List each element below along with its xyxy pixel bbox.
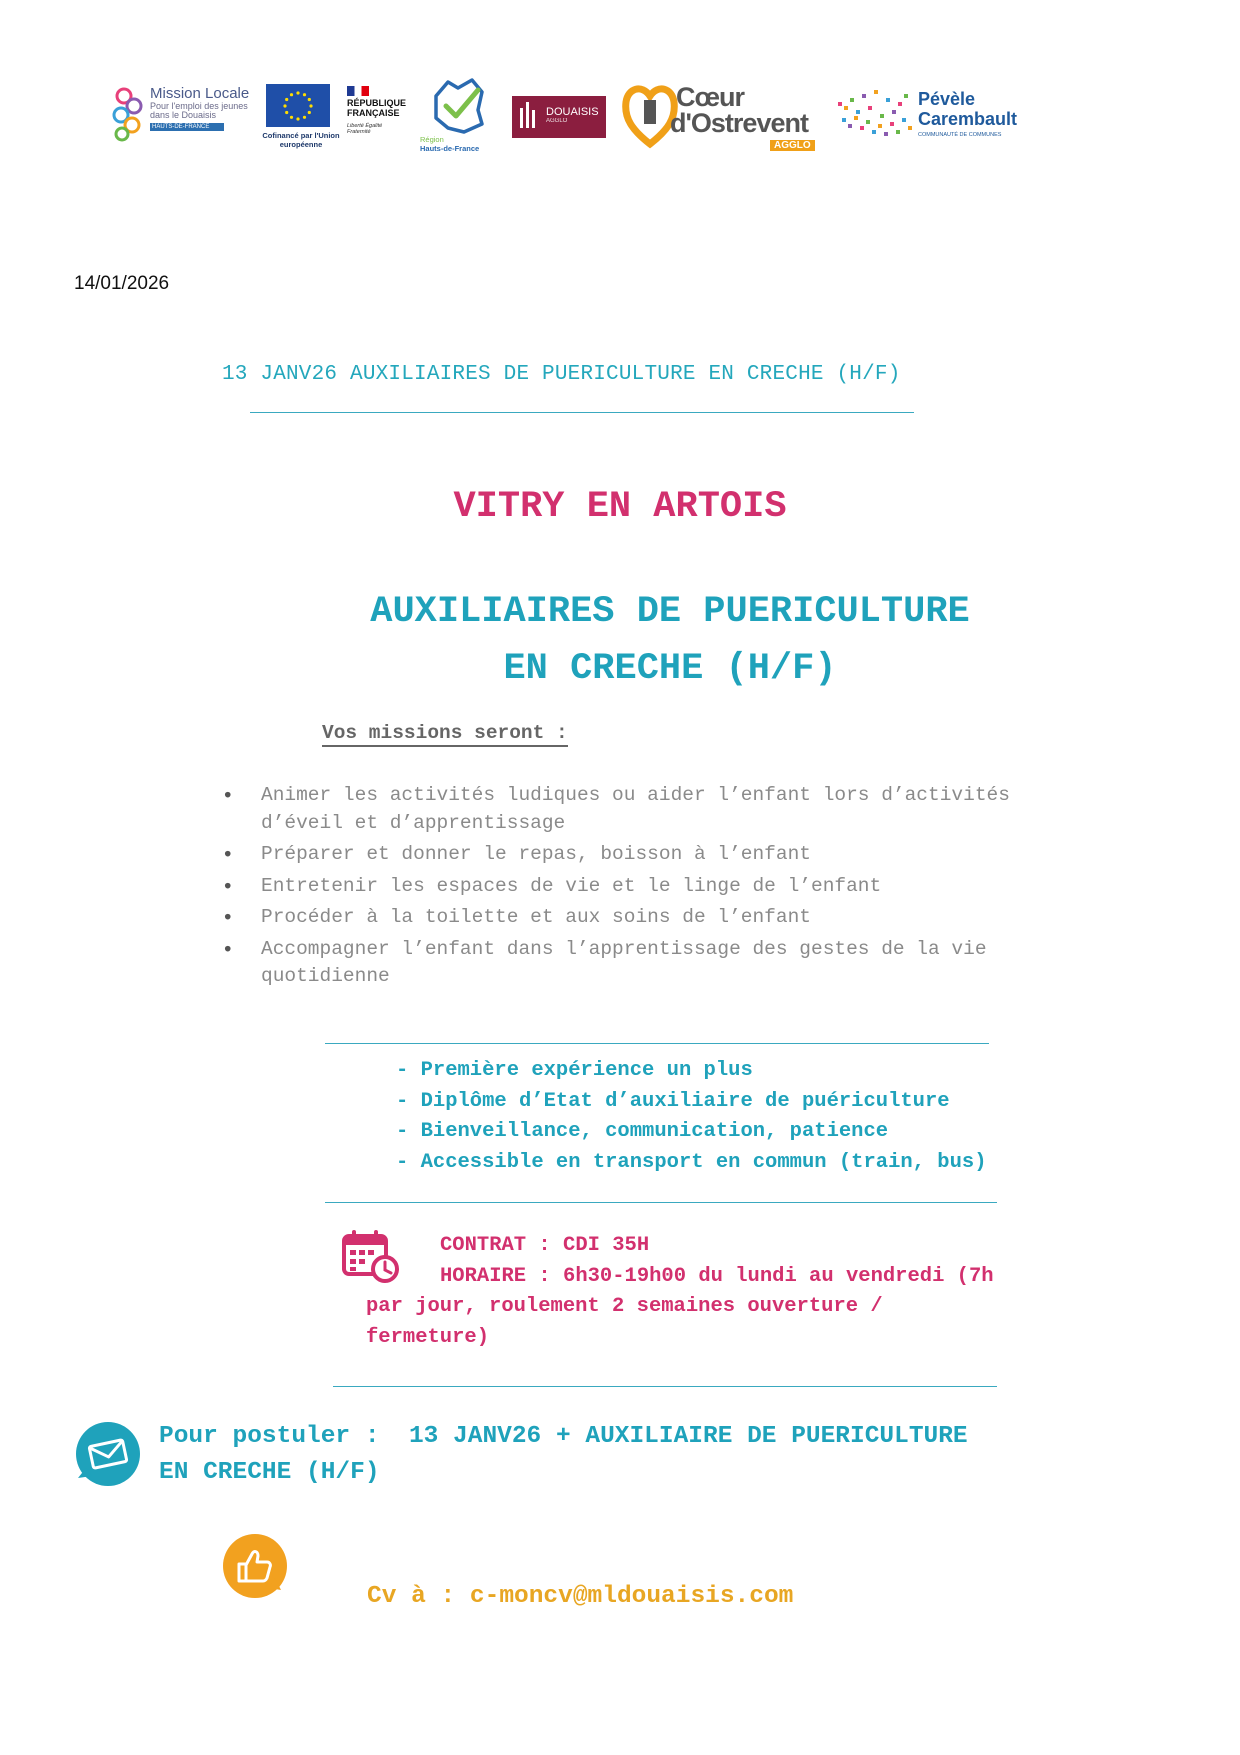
republique-francaise-logo: [345, 86, 415, 146]
coeur-line1: Cœur: [676, 82, 744, 112]
region-hauts-de-france-logo: [418, 76, 498, 156]
mission-locale-name: Mission Locale: [150, 85, 250, 102]
douaisis-agglo-logo: [512, 96, 606, 138]
douaisis-sub: AGGLO: [546, 118, 568, 125]
coeur-line2: d'Ostrevent: [670, 108, 808, 138]
eu-logo: [262, 84, 340, 154]
divider: [325, 1202, 997, 1203]
pevele-carembault-logo: [834, 86, 1018, 150]
offer-reference-title: 13 JANV26 AUXILIAIRES DE PUERICULTURE EN CRECHE (H/F): [222, 363, 901, 386]
divider: [250, 412, 914, 413]
list-item: • Entretenir les espaces de vie et le linge de l’enfant: [215, 873, 1015, 901]
coeur-dostrevent-logo: [622, 76, 822, 156]
list-item: - Diplôme d’Etat d’auxiliaire de puériculture: [396, 1089, 950, 1113]
apply-instructions: [159, 1419, 1159, 1491]
region-caption: [420, 136, 479, 153]
envelope-icon: [72, 1420, 144, 1490]
mission-locale-region: HAUTS-DE-FRANCE: [150, 123, 224, 131]
eu-caption: Cofinancé par l'Union européenne: [262, 131, 340, 149]
schedule-line2: par jour, roulement 2 semaines ouverture /: [366, 1295, 883, 1318]
missions-list: [215, 782, 1015, 995]
list-item: • Accompagner l’enfant dans l’apprentissage des gestes de la vie quotidienne: [215, 936, 1015, 991]
missions-heading: Vos missions seront :: [322, 722, 568, 747]
divider: [325, 1043, 989, 1044]
document-date: 14/01/2026: [74, 273, 170, 294]
eu-flag: [266, 84, 330, 127]
douaisis-tower-icon: [514, 96, 544, 138]
apply-line1: Pour postuler : 13 JANV26 + AUXILIAIRE DE PUERICULTURE: [159, 1423, 968, 1450]
list-item: • Animer les activités ludiques ou aider l’enfant lors d’activités d’éveil et d’apprentissage: [215, 782, 1015, 837]
pevele-line1: Pévèle: [918, 89, 976, 109]
coeur-agglo: AGGLO: [770, 140, 815, 151]
pevele-dots-icon: [834, 86, 914, 150]
mission-locale-tagline: Pour l'emploi des jeunes dans le Douaisis: [150, 100, 248, 121]
list-item: • Procéder à la toilette et aux soins de l’enfant: [215, 904, 1015, 932]
pevele-sub: COMMUNAUTÉ DE COMMUNES: [918, 132, 1002, 138]
schedule-line1: HORAIRE : 6h30-19h00 du lundi au vendredi (7h: [440, 1264, 994, 1288]
list-item: - Bienveillance, communication, patience: [396, 1120, 889, 1143]
list-item: - Accessible en transport en commun (train, bus): [396, 1150, 987, 1174]
thumbs-up-icon: [219, 1532, 291, 1602]
pevele-line2: Carembault: [918, 109, 1018, 129]
republique-name: RÉPUBLIQUE FRANÇAISE: [347, 98, 407, 118]
eu-stars-icon: [266, 84, 330, 127]
mission-locale-logo: [110, 82, 250, 144]
republique-motto: Liberté Égalité Fraternité: [347, 123, 383, 136]
schedule-line3: fermeture): [366, 1325, 490, 1349]
contract-type: CONTRAT : CDI 35H: [440, 1234, 650, 1257]
cv-email: Cv à : c-moncv@mldouaisis.com: [367, 1583, 794, 1610]
job-title-line2: EN CRECHE (H/F): [503, 648, 837, 690]
region-name: Hauts-de-France: [420, 143, 480, 153]
french-flag: [347, 86, 369, 96]
job-title-heading: [0, 584, 1240, 698]
contract-details: [366, 1231, 1126, 1353]
divider: [333, 1386, 997, 1387]
douaisis-name: DOUAISIS: [546, 106, 599, 118]
apply-line2: EN CRECHE (H/F): [159, 1459, 380, 1486]
job-title-line1: AUXILIAIRES DE PUERICULTURE: [370, 591, 970, 633]
mission-locale-rings-icon: [110, 82, 148, 144]
region-label: Région: [420, 135, 444, 144]
list-item: - Première expérience un plus: [396, 1059, 753, 1082]
city-heading: VITRY EN ARTOIS: [453, 486, 787, 528]
requirements-list: [396, 1056, 987, 1178]
list-item: • Préparer et donner le repas, boisson à l’enfant: [215, 841, 1015, 869]
region-map-check-icon: [428, 76, 488, 136]
